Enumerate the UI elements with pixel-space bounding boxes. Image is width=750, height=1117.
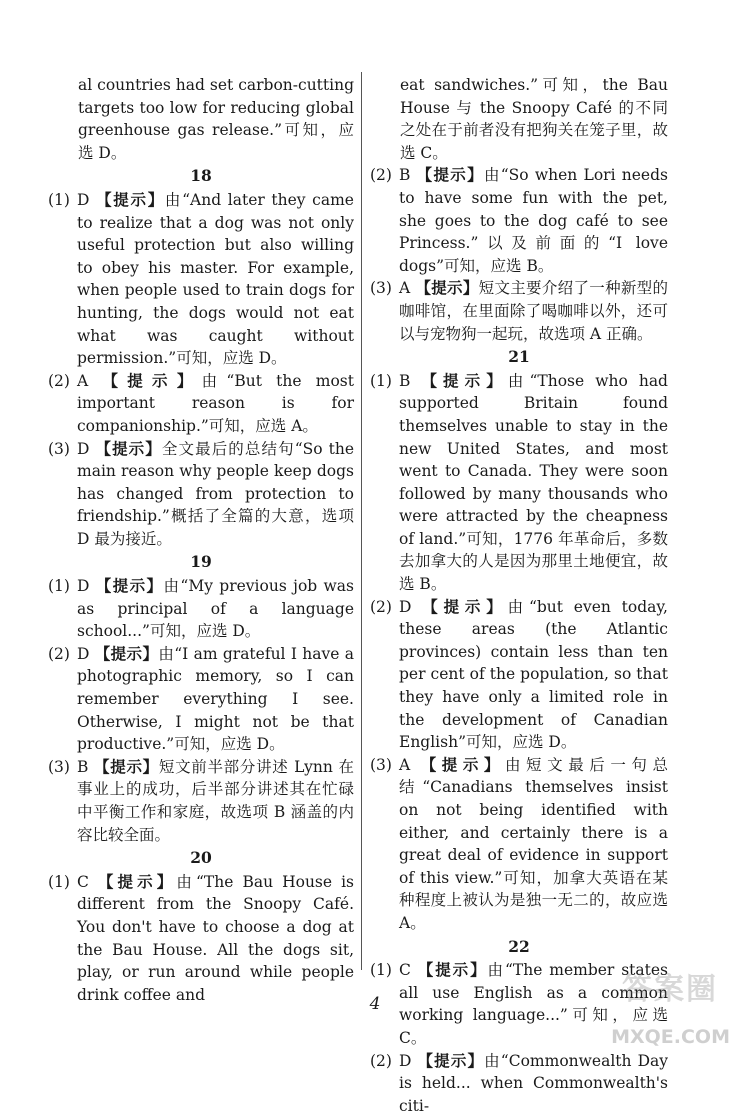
answer-letter: D [77, 644, 90, 663]
answer-item [48, 189, 354, 370]
watermark-url: MXQE.COM [611, 1026, 730, 1049]
item-number: (2) [48, 371, 70, 390]
answer-item [370, 370, 668, 596]
answer-section [370, 346, 668, 934]
watermark [575, 972, 730, 1049]
answer-item [370, 277, 668, 345]
left-column [48, 74, 354, 1006]
explanation-text: 由“The member states all use English as a common working language...”可知，应选 C。 [399, 961, 668, 1047]
answer-section [48, 551, 354, 846]
answer-letter: C [399, 961, 411, 980]
hint-label: 【提示】 [102, 370, 202, 390]
explanation-text: 短文主要介绍了一种新型的咖啡馆，在里面除了喝咖啡以外，还可以与宠物狗一起玩，故选项 A 正确。 [399, 279, 668, 343]
explanation-text: 由“Those who had supported Britain found themselves unable to stay in the new United States, and most went to Canada. They were soon followed by many thousands who were attracted by the cheapness of land.”可知，1776 年革命后，多数去加拿大的人是因为那里土地便宜，故选 B。 [399, 371, 668, 594]
answer-letter: D [399, 597, 412, 616]
watermark-logo: 答案圈 [622, 972, 718, 1007]
explanation-text: 由“but even today, these areas (the Atlantic provinces) contain less than ten per cent of the population, so that they have only a limited role in the development of Canadian English”可知，应选 D。 [399, 597, 668, 752]
answer-letter: D [399, 1051, 412, 1070]
explanation-text: 由“Commonwealth Day is held... when Commonwealth's citi- [399, 1051, 668, 1115]
hint-label: 【提示】 [95, 576, 164, 596]
explanation-text: 由“The Bau House is different from the Snoopy Café. You don't have to choose a dog at the Bau House. All the dogs sit, play, or run around while people drink coffee and [77, 872, 354, 1004]
answer-item [370, 596, 668, 754]
answer-letter: B [77, 757, 89, 776]
explanation-text: 由短文最后一句总结“Canadians themselves insist on not being identified with either, and certainly there is a great deal of evidence in support of this view.”可知，加拿大英语在某种程度上被认为是独一无二的，故应选 A。 [399, 755, 668, 932]
answer-item [48, 871, 354, 1007]
answer-item [370, 754, 668, 935]
hint-label: 【提示】 [417, 1050, 485, 1070]
answer-letter: D [77, 439, 90, 458]
hint-label: 【提示】 [421, 370, 508, 390]
right-column [370, 74, 668, 1117]
section-number: 18 [190, 166, 212, 186]
hint-label: 【提示】 [415, 278, 479, 298]
continuation-text: al countries had set carbon-cutting targets too low for reducing global greenhouse gas release.”可知，应选 D。 [78, 76, 354, 162]
answer-letter: B [399, 166, 411, 185]
explanation-text: 由“But the most important reason is for companionship.”可知，应选 A。 [77, 371, 354, 435]
answer-item [48, 756, 354, 846]
explanation-text: 由“My previous job was as principal of a language school...”可知，应选 D。 [77, 577, 355, 641]
answer-item [370, 1050, 668, 1117]
item-number: (3) [48, 439, 70, 458]
item-number: (3) [370, 755, 392, 774]
item-number: (2) [48, 644, 70, 663]
answer-letter: A [399, 279, 411, 298]
item-number: (1) [370, 961, 392, 980]
hint-label: 【提示】 [96, 189, 165, 209]
hint-label: 【提示】 [95, 438, 162, 458]
answer-item [48, 643, 354, 756]
hint-label: 【提示】 [422, 596, 508, 616]
section-number: 20 [190, 848, 212, 868]
explanation-text: 由“And later they came to realize that a dog was not only useful protection but also willing to obey his master. For example, when people used to train dogs for hunting, the dogs would not eat what was caught without permission.”可知，应选 D。 [77, 190, 354, 368]
answer-section [48, 847, 354, 1006]
answer-section [48, 165, 354, 550]
answer-letter: C [77, 872, 89, 891]
explanation-text: 由“I am grateful I have a photographic memory, so I can remember everything I see. Otherwise, I might not be that productive.”可知，应选 D。 [77, 644, 354, 754]
hint-label: 【提示】 [94, 756, 159, 776]
explanation-text: 由“So when Lori needs to have some fun with the pet, she goes to the dog café to see Princess.”以及前面的“I love dogs”可知，应选 B。 [399, 166, 668, 275]
answer-letter: D [77, 577, 90, 596]
item-number: (1) [48, 190, 70, 209]
hint-label: 【提示】 [97, 871, 177, 891]
item-number: (2) [370, 597, 392, 616]
item-number: (2) [370, 166, 392, 185]
explanation-text: 短文前半部分讲述 Lynn 在事业上的成功，后半部分讲述其在忙碌中平衡工作和家庭，故选项 B 涵盖的内容比较全面。 [77, 757, 354, 844]
answer-letter: D [77, 190, 90, 209]
explanation-text: 全文最后的总结句“So the main reason why people keep dogs has changed from protection to friendship.”概括了全篇的大意，选项 D 最为接近。 [77, 439, 354, 548]
page-number: 4 [369, 994, 381, 1014]
answer-letter: A [399, 755, 411, 774]
hint-label: 【提示】 [420, 754, 505, 774]
column-divider [361, 72, 362, 970]
answer-letter: A [77, 371, 89, 390]
section-number: 21 [508, 347, 530, 367]
answer-item [48, 438, 354, 551]
item-number: (3) [48, 757, 70, 776]
hint-label: 【提示】 [94, 643, 159, 663]
hint-label: 【提示】 [416, 165, 484, 185]
answer-item [48, 370, 354, 438]
answer-item [48, 575, 354, 643]
item-number: (2) [370, 1051, 392, 1070]
section-number: 19 [190, 552, 212, 572]
hint-label: 【提示】 [417, 960, 488, 980]
answer-item [370, 164, 668, 277]
item-number: (1) [48, 577, 70, 596]
item-number: (1) [48, 872, 70, 891]
section-number: 22 [508, 936, 530, 956]
answer-letter: B [399, 371, 411, 390]
item-number: (3) [370, 279, 392, 298]
continuation-text: eat sandwiches.”可知，the Bau House 与 the Snoopy Café 的不同之处在于前者没有把狗关在笼子里，故选 C。 [400, 76, 668, 162]
item-number: (1) [370, 371, 392, 390]
